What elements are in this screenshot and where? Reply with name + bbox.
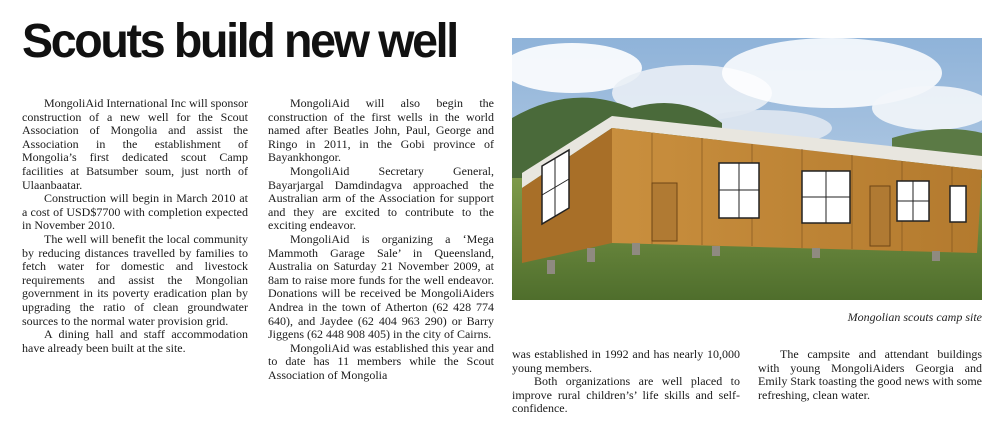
photo-caption: Mongolian scouts camp site [847,310,982,324]
paragraph: MongoliAid is organizing a ‘Mega Mammoth Garage Sale’ in Queensland, Australia on Saturday 21 November 2009, at 8am to raise more funds for the well endeavor. Donations will be received be MongoliAiders Andrea in the town of Atherton (62 428 774 640), and Jaydee (62 404 963 290) or Barry Jiggens (62 448 908 405) in the city of Cairns. [268,231,494,342]
camp-site-photo [512,38,982,300]
paragraph: The campsite and attendant buildings with young MongoliAiders Georgia and Emily Stark toasting the good news with some refreshing, clean water. [758,347,982,402]
paragraph: Both organizations are well placed to improve rural children’s’ life skills and self-confidence. [512,374,740,416]
article-column-2 [268,97,494,382]
paragraph: MongoliAid will also begin the construction of the first wells in the world named after Beatles John, Paul, George and Ringo in 2011, in the Gobi province of Bayankhongor. [268,96,494,165]
paragraph: MongoliAid Secretary General, Bayarjargal Damdindagva approached the Australian arm of the Association for support and they are excited to contribute to the exciting endeavor. [268,163,494,233]
paragraph: MongoliAid was established this year and to date has 11 members while the Scout Association of Mongolia [268,340,494,382]
paragraph: The well will benefit the local community by reducing distances travelled by families to fetch water for domestic and livestock requirements and assist the Mongolian government in its poverty eradication plan by upgrading the ratio of clean groundwater sources to the normal water provision grid. [22,231,248,328]
article-column-1 [22,97,248,355]
paragraph: MongoliAid International Inc will sponsor construction of a new well for the Scout Association of Mongolia and assist the Association in the establishment of Mongolia’s first dedicated scout Camp facilities at Batsumber soum, just north of Ulaanbaatar. [22,96,248,192]
headline: Scouts build new well [22,15,457,68]
article-column-4 [758,348,982,402]
paragraph: was established in 1992 and has nearly 10,000 young members. [512,347,740,375]
article-column-3 [512,348,740,416]
paragraph: A dining hall and staff accommodation have already been built at the site. [22,327,248,355]
paragraph: Construction will begin in March 2010 at a cost of USD$7700 with completion expected in November 2010. [22,191,248,233]
